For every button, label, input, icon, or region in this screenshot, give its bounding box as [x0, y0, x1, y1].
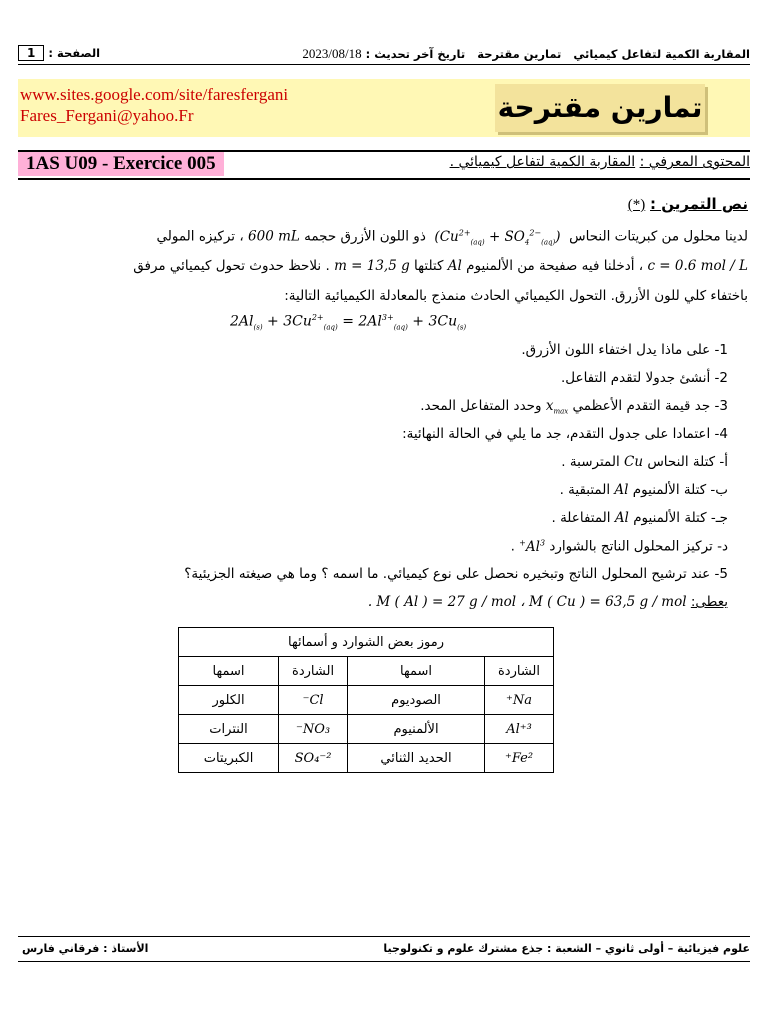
page-indicator: [18, 45, 100, 61]
page-number: 1: [18, 45, 44, 61]
table-header-row: [179, 657, 554, 686]
intro-text-2b: كتلتها: [414, 258, 444, 274]
footer-subject: علوم فيزيائية – أولى ثانوي – الشعبة : جذع مشترك علوم و تكنولوجيا: [383, 942, 750, 955]
question-1: 1- على ماذا يدل اختفاء اللون الأزرق.: [521, 342, 728, 358]
given-values: . M ( Al ) = 27 g / mol ، M ( Cu ) = 63,5 g / mol: [367, 594, 687, 610]
table-caption-row: [179, 628, 554, 657]
question-4: 4- اعتمادا على جدول التقدم، جد ما يلي في الحالة النهائية:: [402, 426, 728, 442]
col-name-2: اسمها: [179, 657, 279, 686]
header-section: تمارين مقترحة: [477, 47, 562, 61]
section-heading: تمارين مقترحة: [495, 84, 705, 132]
question-4d: د- تركيز المحلول الناتج بالشوارد $Al^{3+}$ .: [510, 538, 728, 555]
question-2: 2- أنشئ جدولا لتقدم التفاعل.: [561, 370, 728, 386]
ions-table: [178, 627, 554, 773]
chemical-equation: $2Al_{(s)} + 3Cu^{2+}_{(aq)} = 2Al^{3+}_{(aq)} + 3Cu_{(s)}$: [230, 313, 467, 332]
table-row: Na⁺ الصوديوم Cl⁻ الكلور: [179, 686, 554, 715]
table-caption: رموز بعض الشوارد و أسمائها: [179, 628, 554, 657]
contact-links: [20, 84, 288, 126]
exercise-title-text: نص التمرين :: [650, 195, 748, 213]
table-row: Fe²⁺ الحديد الثنائي SO₄⁻² الكبريتات: [179, 744, 554, 773]
intro-line-3: باختفاء كلي للون الأزرق. التحول الكيميائي الحادث منمذج بالمعادلة الكيميائية التالية:: [284, 288, 748, 304]
col-ion-1: الشاردة: [485, 657, 554, 686]
mass-value: m = 13,5 g: [334, 258, 410, 274]
content-label: [450, 154, 750, 170]
formula-cuso4: $(Cu^{2+}_{(aq)} + SO_4^{2-}_{(aq)})$: [430, 228, 565, 247]
intro-line-2: [133, 258, 748, 274]
col-ion-2: الشاردة: [279, 657, 348, 686]
al-symbol: Al: [447, 258, 462, 274]
xmax-symbol: $x_{max}$: [545, 398, 569, 416]
page-label: الصفحة :: [48, 46, 101, 60]
volume-value: 600 mL: [248, 228, 300, 245]
page-footer: [18, 936, 750, 962]
intro-text-1c: ، تركيزه المولي: [156, 228, 244, 245]
question-5: 5- عند ترشيح المحلول الناتج وتبخيره نحصل على نوع كيميائي. ما اسمه ؟ وما هي صيغته الجزيئية؟: [184, 566, 728, 582]
given-label: يعطى:: [690, 594, 728, 610]
question-4c: جـ- كتلة الألمنيوم Al المتفاعلة .: [551, 510, 728, 526]
given-line: [368, 594, 728, 610]
content-label-value: المقاربة الكمية لتفاعل كيميائي .: [449, 154, 636, 170]
intro-line-1: [157, 228, 748, 246]
intro-text-2c: . نلاحظ حدوث تحول كيميائي مرفق: [133, 258, 330, 274]
website-link[interactable]: www.sites.google.com/site/faresfergani: [20, 85, 289, 104]
question-4b: ب- كتلة الألمنيوم Al المتبقية .: [559, 482, 728, 498]
question-4a: أ- كتلة النحاس Cu المترسبة .: [561, 454, 728, 470]
content-label-key: المحتوى المعرفي :: [639, 154, 750, 170]
email-link[interactable]: Fares_Fergani@yahoo.Fr: [20, 106, 194, 125]
difficulty: (*): [627, 197, 646, 213]
update-label: تاريخ آخر تحديث :: [365, 47, 466, 61]
update-date: 2023/08/18: [302, 46, 362, 61]
exercise-title: [628, 195, 748, 214]
header-title-group: [302, 46, 750, 62]
concentration-value: c = 0.6 mol / L: [647, 258, 748, 274]
col-name-1: اسمها: [348, 657, 485, 686]
footer-teacher: الأستاذ : فرقاني فارس: [22, 942, 149, 955]
header-title: المقاربة الكمية لتفاعل كيميائي: [573, 47, 750, 61]
page-header: [18, 42, 750, 65]
intro-text-2a: ، أدخلنا فيه صفيحة من الألمنيوم: [466, 258, 644, 274]
table-row: Al⁺³ الألمنيوم NO₃⁻ النترات: [179, 715, 554, 744]
intro-text-1b: ذو اللون الأزرق حجمه: [304, 228, 426, 245]
question-3: 3- جد قيمة التقدم الأعظمي $x_{max}$ وحدد المتفاعل المحد.: [420, 398, 728, 416]
exercise-code: 1AS U09 - Exercice 005: [18, 152, 224, 176]
intro-text-1: لدينا محلول من كبريتات النحاس: [569, 228, 748, 245]
